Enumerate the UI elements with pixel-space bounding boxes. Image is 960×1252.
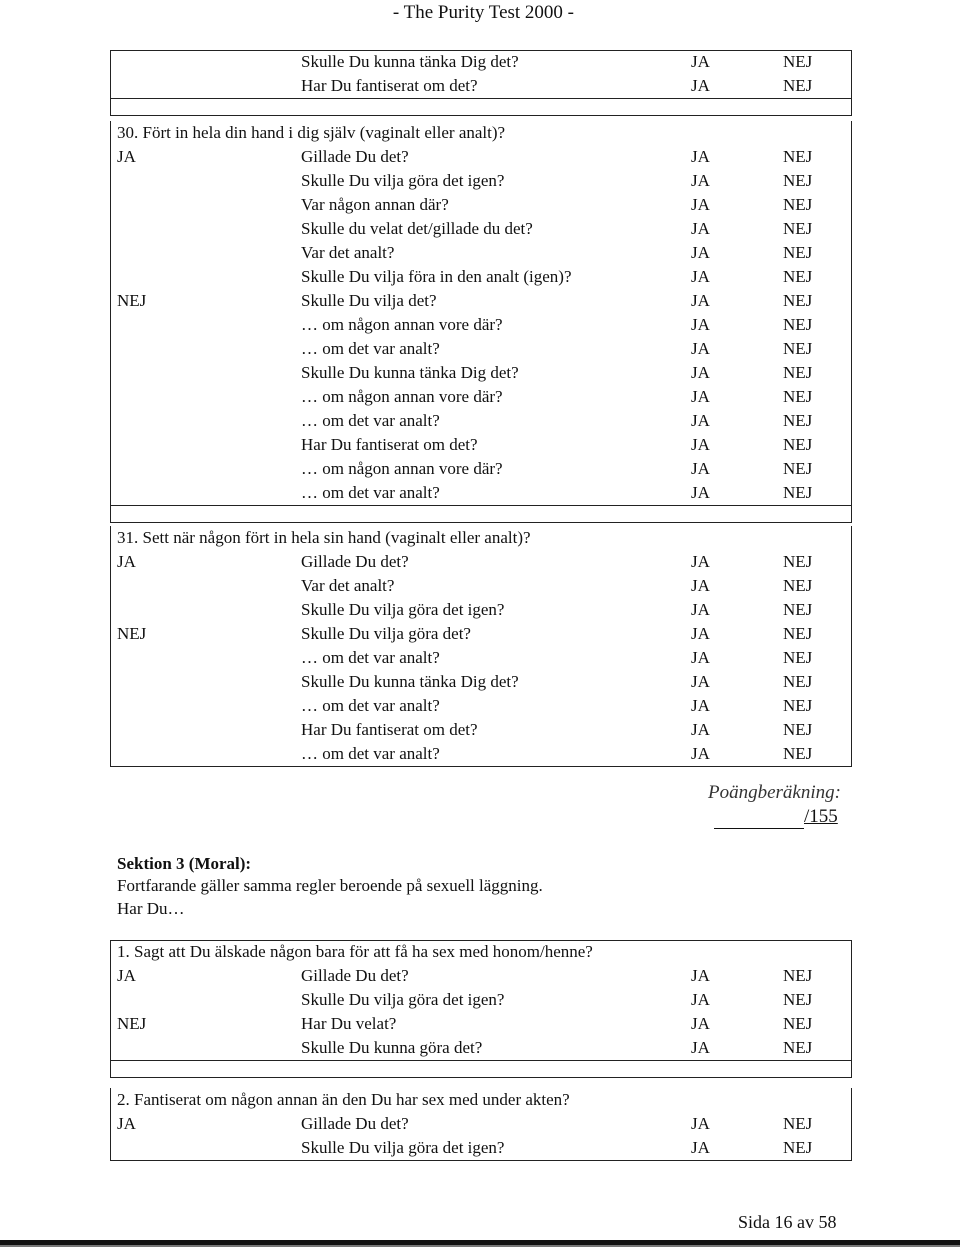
ja-option[interactable]: JA: [691, 76, 710, 95]
answer-row: [111, 457, 851, 481]
ja-option[interactable]: JA: [691, 315, 710, 334]
footer-rule: [0, 1240, 960, 1247]
ja-option[interactable]: JA: [691, 1014, 710, 1033]
answer-row: [111, 1112, 851, 1136]
nej-option[interactable]: NEJ: [783, 1138, 813, 1157]
ja-option[interactable]: JA: [691, 552, 710, 571]
ja-option[interactable]: JA: [691, 243, 710, 262]
nej-option[interactable]: NEJ: [783, 339, 813, 358]
score-max: /155: [804, 806, 838, 827]
ja-option[interactable]: JA: [691, 387, 710, 406]
score-input-line[interactable]: [714, 806, 804, 829]
row-question: … om det var analt?: [301, 411, 440, 430]
row-question: Skulle Du vilja göra det igen?: [301, 990, 505, 1009]
s3-question-1-text-row: [111, 940, 851, 964]
row-question: … om det var analt?: [301, 696, 440, 715]
row-lead-label: JA: [117, 1114, 136, 1133]
nej-option[interactable]: NEJ: [783, 1038, 813, 1057]
nej-option[interactable]: NEJ: [783, 147, 813, 166]
row-question: … om det var analt?: [301, 339, 440, 358]
row-lead-label: NEJ: [117, 624, 147, 643]
nej-option[interactable]: NEJ: [783, 966, 813, 985]
answer-row: [111, 742, 851, 766]
answer-row: [111, 433, 851, 457]
row-lead-label: NEJ: [117, 291, 147, 310]
ja-option[interactable]: JA: [691, 483, 710, 502]
answer-row: [111, 622, 851, 646]
row-lead-label: JA: [117, 147, 136, 166]
nej-option[interactable]: NEJ: [783, 315, 813, 334]
row-question: Skulle Du kunna tänka Dig det?: [301, 672, 519, 691]
score-label: Poängberäkning:: [708, 782, 841, 803]
ja-option[interactable]: JA: [691, 411, 710, 430]
row-question: Gillade Du det?: [301, 552, 409, 571]
s3-question-2-text: 2. Fantiserat om någon annan än den Du har sex med under akten?: [117, 1090, 570, 1109]
row-question: Skulle Du vilja göra det igen?: [301, 171, 505, 190]
nej-option[interactable]: NEJ: [783, 552, 813, 571]
question-31-text-row: [111, 526, 851, 550]
row-lead-label: NEJ: [117, 1014, 147, 1033]
separator: [111, 1060, 851, 1078]
ja-option[interactable]: JA: [691, 696, 710, 715]
ja-option[interactable]: JA: [691, 363, 710, 382]
row-question: Var någon annan där?: [301, 195, 449, 214]
ja-option[interactable]: JA: [691, 1114, 710, 1133]
row-question: Skulle Du vilja göra det igen?: [301, 1138, 505, 1157]
row-question: Var det analt?: [301, 243, 395, 262]
answer-row: [111, 670, 851, 694]
question-30-text: 30. Fört in hela din hand i dig själv (vaginalt eller analt)?: [117, 123, 506, 142]
row-question: Skulle Du vilja göra det?: [301, 624, 471, 643]
ja-option[interactable]: JA: [691, 624, 710, 643]
answer-row: [111, 193, 851, 217]
row-question: Har Du fantiserat om det?: [301, 76, 478, 95]
nej-option[interactable]: NEJ: [783, 76, 813, 95]
row-question: Skulle Du vilja föra in den analt (igen)?: [301, 267, 572, 286]
answer-row: [111, 409, 851, 433]
row-question: Har Du fantiserat om det?: [301, 720, 478, 739]
ja-option[interactable]: JA: [691, 990, 710, 1009]
answer-row: [111, 361, 851, 385]
row-question: Var det analt?: [301, 576, 395, 595]
section-3-title: Sektion 3 (Moral):: [117, 854, 252, 873]
section-3-rule: Fortfarande gäller samma regler beroende på sexuell läggning.: [117, 876, 543, 895]
answer-row: [111, 718, 851, 742]
nej-option[interactable]: NEJ: [783, 171, 813, 190]
nej-option[interactable]: NEJ: [783, 672, 813, 691]
row-question: Skulle du velat det/gillade du det?: [301, 219, 533, 238]
row-question: … om någon annan vore där?: [301, 387, 503, 406]
ja-option[interactable]: JA: [691, 171, 710, 190]
answer-row: [111, 50, 851, 74]
answer-row: [111, 74, 851, 98]
nej-option[interactable]: NEJ: [783, 648, 813, 667]
nej-option[interactable]: NEJ: [783, 195, 813, 214]
answer-row: [111, 217, 851, 241]
row-question: … om det var analt?: [301, 648, 440, 667]
answer-row: [111, 646, 851, 670]
question-30-text-row: [111, 121, 851, 145]
row-question: … om någon annan vore där?: [301, 459, 503, 478]
separator: [111, 98, 851, 116]
nej-option[interactable]: NEJ: [783, 1114, 813, 1133]
nej-option[interactable]: NEJ: [783, 459, 813, 478]
ja-option[interactable]: JA: [691, 291, 710, 310]
row-question: … om det var analt?: [301, 744, 440, 763]
continuation-block: [110, 50, 852, 116]
nej-option[interactable]: NEJ: [783, 411, 813, 430]
answer-row: [111, 694, 851, 718]
nej-option[interactable]: NEJ: [783, 576, 813, 595]
ja-option[interactable]: JA: [691, 720, 710, 739]
row-question: Skulle Du vilja det?: [301, 291, 437, 310]
nej-option[interactable]: NEJ: [783, 291, 813, 310]
row-lead-label: JA: [117, 966, 136, 985]
row-question: … om det var analt?: [301, 483, 440, 502]
nej-option[interactable]: NEJ: [783, 219, 813, 238]
s3-question-1-text: 1. Sagt att Du älskade någon bara för att få ha sex med honom/henne?: [117, 942, 593, 961]
row-question: Skulle Du kunna tänka Dig det?: [301, 52, 519, 71]
nej-option[interactable]: NEJ: [783, 387, 813, 406]
answer-row: [111, 169, 851, 193]
separator: [111, 505, 851, 523]
ja-option[interactable]: JA: [691, 1138, 710, 1157]
ja-option[interactable]: JA: [691, 648, 710, 667]
row-question: Gillade Du det?: [301, 1114, 409, 1133]
page-header: [0, 0, 960, 30]
ja-option[interactable]: JA: [691, 744, 710, 763]
ja-option[interactable]: JA: [691, 52, 710, 71]
nej-option[interactable]: NEJ: [783, 435, 813, 454]
ja-option[interactable]: JA: [691, 600, 710, 619]
question-31-block: [110, 526, 852, 767]
row-question: Skulle Du kunna göra det?: [301, 1038, 483, 1057]
nej-option[interactable]: NEJ: [783, 600, 813, 619]
answer-row: [111, 313, 851, 337]
answer-row: [111, 289, 851, 313]
nej-option[interactable]: NEJ: [783, 363, 813, 382]
nej-option[interactable]: NEJ: [783, 990, 813, 1009]
answer-row: [111, 145, 851, 169]
row-lead-label: JA: [117, 552, 136, 571]
nej-option[interactable]: NEJ: [783, 696, 813, 715]
answer-row: [111, 964, 851, 988]
answer-row: [111, 385, 851, 409]
section-3-prompt: Har Du…: [117, 899, 185, 918]
answer-row: [111, 1036, 851, 1060]
ja-option[interactable]: JA: [691, 672, 710, 691]
ja-option[interactable]: JA: [691, 147, 710, 166]
nej-option[interactable]: NEJ: [783, 52, 813, 71]
nej-option[interactable]: NEJ: [783, 483, 813, 502]
nej-option[interactable]: NEJ: [783, 267, 813, 286]
nej-option[interactable]: NEJ: [783, 624, 813, 643]
ja-option[interactable]: JA: [691, 966, 710, 985]
ja-option[interactable]: JA: [691, 435, 710, 454]
answer-row: [111, 988, 851, 1012]
answer-row: [111, 1136, 851, 1160]
ja-option[interactable]: JA: [691, 195, 710, 214]
row-question: Skulle Du vilja göra det igen?: [301, 600, 505, 619]
ja-option[interactable]: JA: [691, 576, 710, 595]
ja-option[interactable]: JA: [691, 1038, 710, 1057]
s3-question-2-text-row: [111, 1088, 851, 1112]
nej-option[interactable]: NEJ: [783, 1014, 813, 1033]
answer-row: [111, 265, 851, 289]
page-number: Sida 16 av 58: [738, 1212, 837, 1232]
section-3-question-2-block: [110, 1088, 852, 1161]
row-question: … om någon annan vore där?: [301, 315, 503, 334]
row-question: Har Du fantiserat om det?: [301, 435, 478, 454]
row-question: Skulle Du kunna tänka Dig det?: [301, 363, 519, 382]
answer-row: [111, 1012, 851, 1036]
nej-option[interactable]: NEJ: [783, 720, 813, 739]
question-31-text: 31. Sett när någon fört in hela sin hand (vaginalt eller analt)?: [117, 528, 531, 547]
ja-option[interactable]: JA: [691, 339, 710, 358]
row-question: Gillade Du det?: [301, 966, 409, 985]
nej-option[interactable]: NEJ: [783, 243, 813, 262]
ja-option[interactable]: JA: [691, 219, 710, 238]
question-30-block: [110, 121, 852, 523]
section-3-question-1-block: [110, 940, 852, 1078]
ja-option[interactable]: JA: [691, 459, 710, 478]
answer-row: [111, 241, 851, 265]
answer-row: [111, 550, 851, 574]
ja-option[interactable]: JA: [691, 267, 710, 286]
row-question: Gillade Du det?: [301, 147, 409, 166]
answer-row: [111, 481, 851, 505]
document-title: - The Purity Test 2000 -: [392, 2, 574, 23]
section-3-intro: [117, 854, 543, 920]
nej-option[interactable]: NEJ: [783, 744, 813, 763]
answer-row: [111, 574, 851, 598]
row-question: Har Du velat?: [301, 1014, 397, 1033]
answer-row: [111, 337, 851, 361]
answer-row: [111, 598, 851, 622]
